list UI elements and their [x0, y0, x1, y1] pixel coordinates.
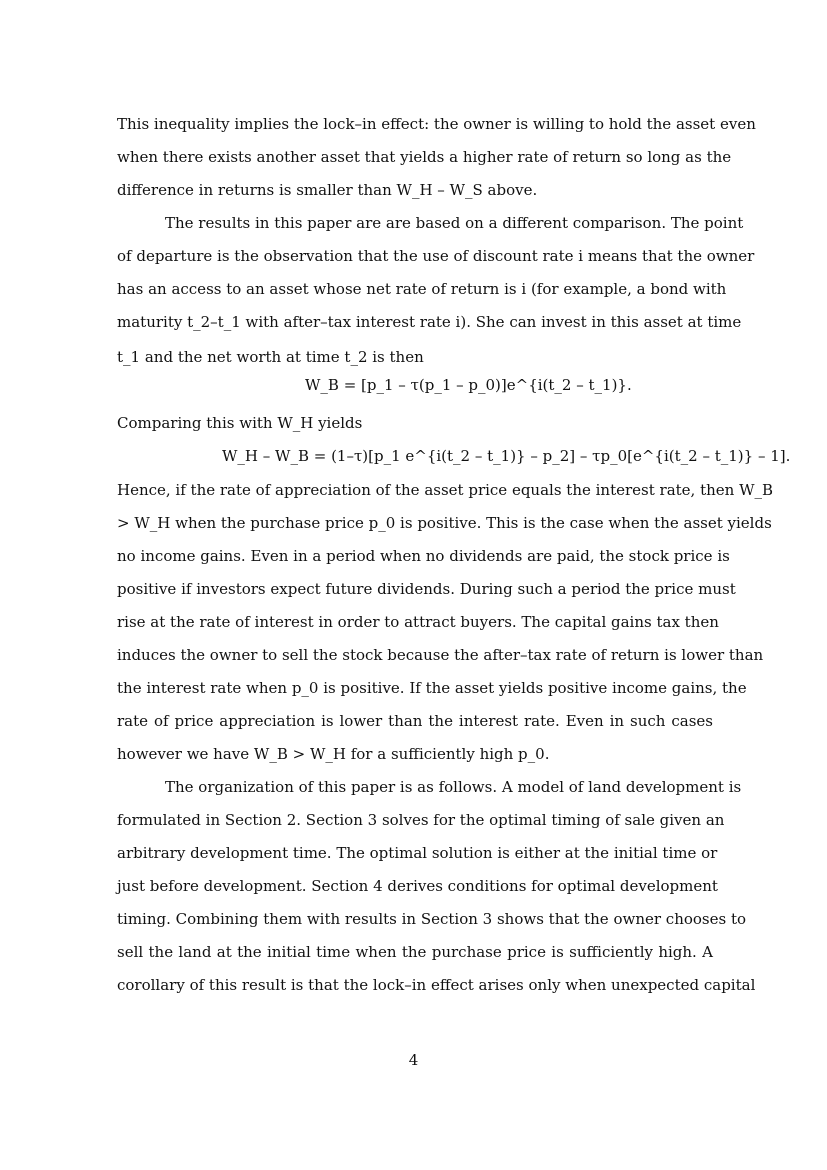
text-line: rise at the rate of interest in order to attract buyers. The capital gains tax then — [117, 613, 719, 631]
text-line: The results in this paper are are based on a different comparison. The point — [165, 214, 744, 232]
text-line: Comparing this with W_H yields — [117, 414, 363, 432]
text-line: has an access to an asset whose net rate of return is i (for example, a bond with — [117, 280, 727, 298]
text-line: arbitrary development time. The optimal solution is either at the initial time or — [117, 844, 718, 862]
text-line: just before development. Section 4 derives conditions for optimal development — [117, 877, 718, 895]
text-line: positive if investors expect future dividends. During such a period the price must — [117, 580, 736, 598]
text-line: induces the owner to sell the stock because the after–tax rate of return is lower than — [117, 646, 764, 664]
text-line: the interest rate when p_0 is positive. If the asset yields positive income gains, the — [117, 679, 747, 697]
text-line: This inequality implies the lock–in effect: the owner is willing to hold the asset even — [117, 115, 756, 133]
equation-wb: W_B = [p_1 – τ(p_1 – p_0)]e^{i(t_2 – t_1)}. — [305, 376, 632, 394]
text-line: corollary of this result is that the lock–in effect arises only when unexpected capital — [117, 976, 756, 994]
text-line: however we have W_B > W_H for a sufficiently high p_0. — [117, 745, 550, 763]
page-number: 4 — [408, 1051, 419, 1069]
text-line: formulated in Section 2. Section 3 solves for the optimal timing of sale given an — [117, 811, 725, 829]
text-line: > W_H when the purchase price p_0 is positive. This is the case when the asset yields — [117, 514, 772, 532]
equation-wh-minus-wb: W_H – W_B = (1–τ)[p_1 e^{i(t_2 – t_1)} – p_2] – τp_0[e^{i(t_2 – t_1)} – 1]. — [222, 447, 791, 465]
text-line: rate of price appreciation is lower than the interest rate. Even in such cases — [117, 712, 713, 730]
text-line: Hence, if the rate of appreciation of the asset price equals the interest rate, then W_B — [117, 481, 774, 499]
text-line: t_1 and the net worth at time t_2 is then — [117, 348, 424, 366]
text-line: maturity t_2–t_1 with after–tax interest rate i). She can invest in this asset at time — [117, 313, 742, 331]
text-line: sell the land at the initial time when the purchase price is sufficiently high. A — [117, 943, 713, 961]
text-line: no income gains. Even in a period when no dividends are paid, the stock price is — [117, 547, 730, 565]
text-line: difference in returns is smaller than W_H – W_S above. — [117, 181, 538, 199]
text-line: when there exists another asset that yields a higher rate of return so long as the — [117, 148, 732, 166]
text-line: The organization of this paper is as follows. A model of land development is — [165, 778, 742, 796]
text-line: timing. Combining them with results in Section 3 shows that the owner chooses to — [117, 910, 747, 928]
text-line: of departure is the observation that the use of discount rate i means that the owner — [117, 247, 755, 265]
